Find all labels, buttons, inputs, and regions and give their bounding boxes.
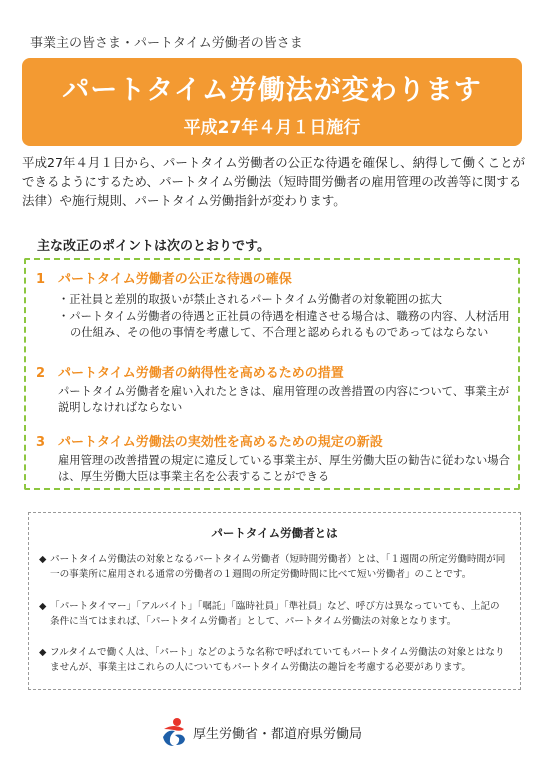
definition-item-1 [39,553,509,582]
definition-item-2-text: 「パートタイマー」「アルバイト」「嘱託」「臨時社員」「準社員」など、呼び方は異なっていても、上記の条件に当てはまれば、「パートタイム労働者」として、パートタイム労働法の対象となります。 [50,601,500,627]
point-2-heading: パートタイム労働者の納得性を高めるための措置 [58,366,344,381]
point-3-title [36,431,383,450]
point-3-heading: パートタイム労働法の実効性を高めるための規定の新設 [58,435,383,450]
point-2-number: 2 [36,366,46,381]
definition-item-2 [39,600,509,629]
point-2-text: パートタイム労働者を雇い入れたときは、雇用管理の改善措置の内容について、事業主が説明しなければならない [58,385,510,414]
intro-paragraph: 平成27年４月１日から、パートタイム労働者の公正な待遇を確保し、納得して働くことができるようにするため、パートタイム労働法（短時間労働者の雇用管理の改善等に関する法律）や施行規則、パートタイム労働指針が変わります。 [22,155,526,208]
diamond-bullet-icon: ◆ [39,554,47,565]
definition-item-1-text: パートタイム労働法の対象となるパートタイム労働者（短時間労働者）とは、「１週間の所定労働時間が同一の事業所に雇用される通常の労働者の１週間の所定労働時間に比べて短い労働者」のことです。 [50,554,506,580]
point-1-title [36,268,292,287]
page-title: パートタイム労働法が変わります [62,75,482,106]
issuer-name: 厚生労働省・都道府県労働局 [193,727,363,742]
point-1-bullet-2: ・パートタイム労働者の待遇と正社員の待遇を相違させる場合は、職務の内容、人材活用の仕組み、その他の事情を考慮して、不合理と認められるものであってはならない [58,310,510,339]
part-time-definition-box [28,512,521,690]
title-banner [22,58,522,146]
point-2-title [36,362,344,381]
point-1-heading: パートタイム労働者の公正な待遇の確保 [58,272,292,287]
diamond-bullet-icon: ◆ [39,647,47,658]
definition-item-3 [39,646,509,675]
definition-item-3-text: フルタイムで働く人は、「パート」などのような名称で呼ばれていてもパートタイム労働法の対象とはなりませんが、事業主はこれらの人についてもパートタイム労働法の趣旨を考慮する必要があります。 [50,647,505,673]
audience-line: 事業主の皆さま・パートタイム労働者の皆さま [30,36,303,51]
definition-title: パートタイム労働者とは [211,526,338,540]
points-heading: 主な改正のポイントは次のとおりです。 [37,239,270,254]
diamond-bullet-icon: ◆ [39,601,47,612]
point-3-number: 3 [36,435,46,450]
point-1-number: 1 [36,272,46,287]
point-1-bullet-1: ・正社員と差別的取扱いが禁止されるパートタイム労働者の対象範囲の拡大 [58,293,442,306]
point-3-text: 雇用管理の改善措置の規定に違反している事業主が、厚生労働大臣の勧告に従わない場合は、厚生労働大臣は事業主名を公表することができる [58,454,510,483]
ministry-logo-icon [161,717,187,747]
effective-date: 平成27年４月１日施行 [183,118,361,138]
